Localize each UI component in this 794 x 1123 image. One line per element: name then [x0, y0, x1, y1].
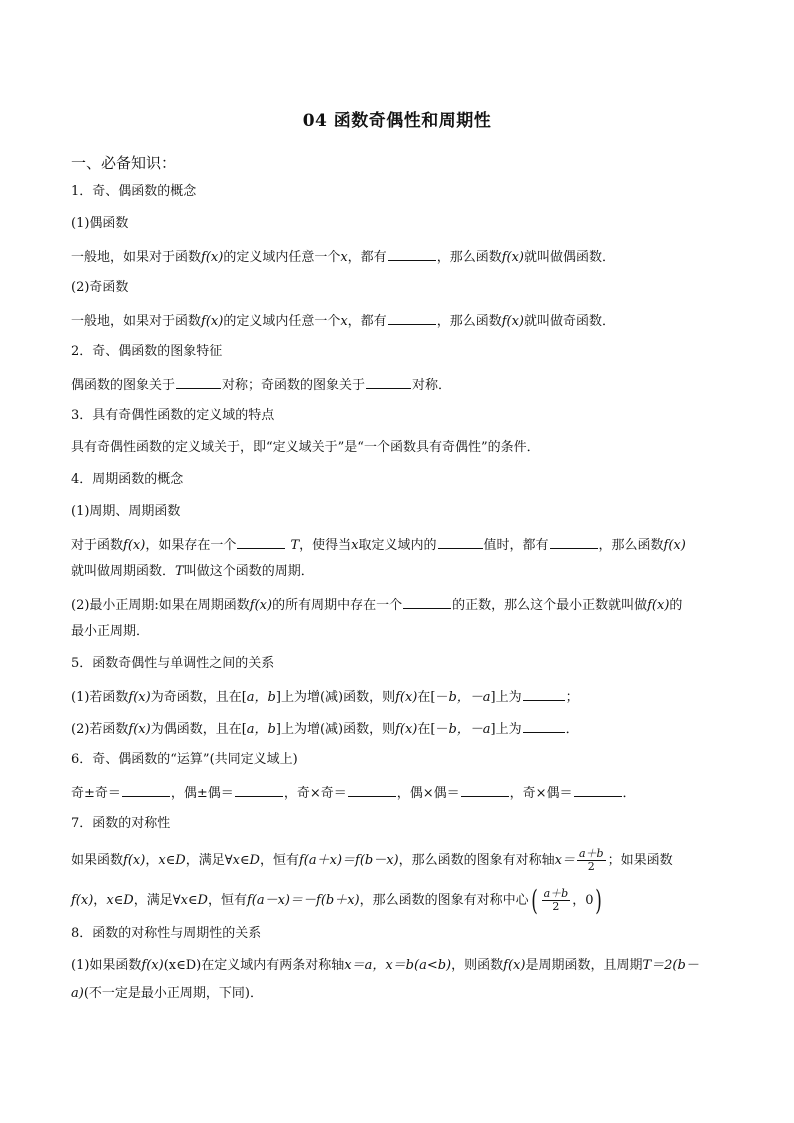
- answer-blank[interactable]: [237, 536, 285, 549]
- symmetry-axis-text: 如果函数f(x)，x∈D，满足∀x∈D，恒有f(a＋x)＝f(b－x)，那么函数的图象有对称轴x＝ $\frac{a+b}{2}$ ；如果函数: [71, 847, 673, 873]
- right-paren: ): [595, 883, 603, 917]
- heading-6: 6．奇、偶函数的“运算”(共同定义域上): [71, 752, 298, 767]
- answer-blank[interactable]: [461, 784, 509, 797]
- heading-8: 8．函数的对称性与周期性的关系: [71, 926, 262, 941]
- fraction: $\frac{a+b}{2}$: [579, 847, 604, 873]
- heading-1: 1．奇、偶函数的概念: [71, 184, 197, 199]
- odd-monotonic-text: (1)若函数f(x)为奇函数，且在[a，b]上为增(减)函数，则f(x)在[－b，－a]上为 ；: [71, 690, 579, 705]
- answer-blank[interactable]: [348, 784, 396, 797]
- answer-blank[interactable]: [388, 312, 436, 325]
- answer-blank[interactable]: [523, 688, 565, 701]
- subheading-odd-function: (2)奇函数: [71, 280, 129, 295]
- graph-symmetry-text: 偶函数的图象关于 对称；奇函数的图象关于 对称．: [71, 378, 452, 393]
- period-definition-line1: 对于函数f(x)，如果存在一个 T，使得当x取定义域内的 值时，都有 ，那么函数f(x): [71, 538, 686, 553]
- even-monotonic-text: (2)若函数f(x)为偶函数，且在[a，b]上为增(减)函数，则f(x)在[－b，－a]上为 ．: [71, 722, 579, 737]
- min-period-line1: (2)最小正周期:如果在周期函数f(x)的所有周期中存在一个 的正数，那么这个最小正数就叫做f(x)的: [71, 598, 683, 613]
- even-function-definition: 一般地，如果对于函数f(x)的定义域内任意一个x，都有 ，那么函数f(x)就叫做偶函数．: [71, 250, 616, 265]
- answer-blank[interactable]: [176, 376, 221, 389]
- answer-blank[interactable]: [550, 536, 598, 549]
- symmetry-period-line1: (1)如果函数f(x)(x∈D)在定义域内有两条对称轴x＝a，x＝b(a<b)，则函数f(x)是周期函数，且周期T＝2(b－: [71, 958, 699, 973]
- content-body: [71, 184, 726, 1018]
- section-heading: 一、必备知识：: [71, 154, 177, 172]
- answer-blank[interactable]: [438, 536, 483, 549]
- answer-blank[interactable]: [366, 376, 411, 389]
- answer-blank[interactable]: [574, 784, 622, 797]
- min-period-line2: 最小正周期．: [71, 624, 150, 639]
- symmetry-center-text: f(x)，x∈D，满足∀x∈D，恒有f(a－x)＝－f(b＋x)，那么函数的图象有对称中心( $\frac{a+b}{2}$ ，0): [71, 883, 603, 917]
- fraction: $\frac{a+b}{2}$: [543, 887, 569, 913]
- heading-4: 4．周期函数的概念: [71, 472, 184, 487]
- answer-blank[interactable]: [122, 784, 170, 797]
- symmetry-period-line2: a)(不一定是最小正周期，下同)．: [71, 986, 263, 1001]
- answer-blank[interactable]: [403, 596, 451, 609]
- page-title: 04 函数奇偶性和周期性: [302, 111, 492, 131]
- subheading-period: (1)周期、周期函数: [71, 504, 181, 519]
- heading-7: 7．函数的对称性: [71, 816, 171, 831]
- odd-function-definition: 一般地，如果对于函数f(x)的定义域内任意一个x，都有 ，那么函数f(x)就叫做奇函数．: [71, 314, 616, 329]
- domain-feature-text: 具有奇偶性函数的定义域关于，即“定义域关于”是“一个函数具有奇偶性”的条件．: [71, 440, 540, 455]
- heading-5: 5．函数奇偶性与单调性之间的关系: [71, 656, 275, 671]
- answer-blank[interactable]: [235, 784, 283, 797]
- answer-blank[interactable]: [388, 248, 436, 261]
- answer-blank[interactable]: [523, 720, 565, 733]
- subheading-even-function: (1)偶函数: [71, 216, 129, 231]
- operation-rules-text: 奇±奇＝ ，偶±偶＝ ，奇×奇＝ ，偶×偶＝ ，奇×偶＝ ．: [71, 786, 636, 801]
- heading-2: 2．奇、偶函数的图象特征: [71, 344, 223, 359]
- heading-3: 3．具有奇偶性函数的定义域的特点: [71, 408, 275, 423]
- left-paren: (: [530, 883, 538, 917]
- period-definition-line2: 就叫做周期函数．T叫做这个函数的周期．: [71, 564, 314, 579]
